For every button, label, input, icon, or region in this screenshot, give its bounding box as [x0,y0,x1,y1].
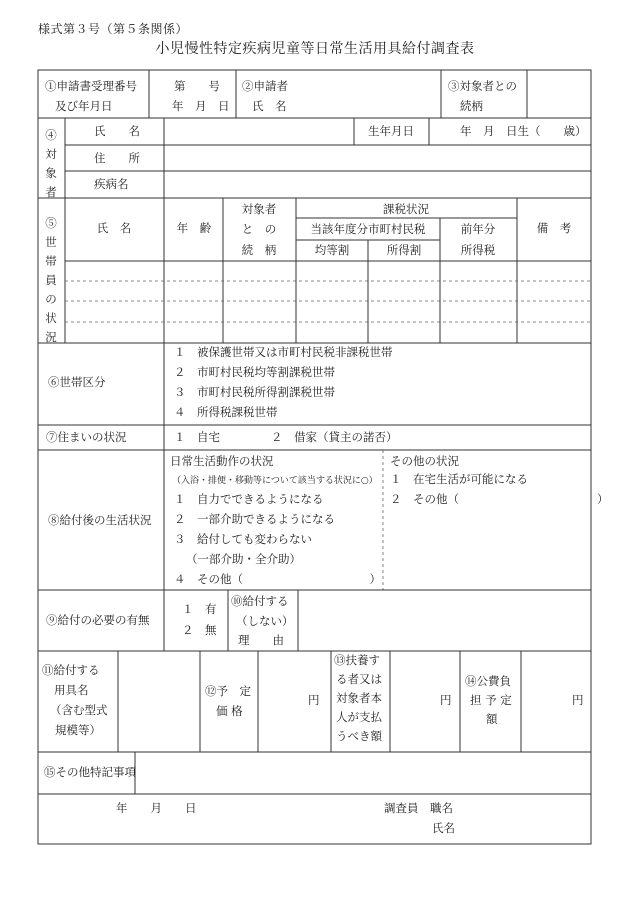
support-label-5: うべき額 [336,729,382,743]
category-option-2: ２ 市町村民税均等割課税世帯 [174,365,335,379]
applicant-name-label: 氏 名 [252,99,287,113]
subject-name-label: 氏 名 [94,124,140,138]
reason-label-3: 理 由 [238,633,284,647]
col-relation-1: 対象者 [241,202,277,216]
equipment-name-label-3: （含む型式 [50,703,108,717]
necessity-yes: １ 有 [182,602,217,616]
daily-title: 日常生活動作の状況 [170,454,274,468]
price-yen: 円 [308,693,320,707]
price-label-2: 価 格 [216,704,243,718]
birth-date-value: 年 月 日生（ 歳） [460,124,587,138]
relation-label: ③対象者との [448,79,517,93]
housing-option-rent: ２ 借家（貸主の諾否） [271,430,398,444]
col-tax-equal: 均等割 [314,243,350,257]
other-status-title: その他の状況 [390,454,459,468]
receipt-label: ①申請書受理番号 [45,79,137,93]
investigator-name-label: 氏名 [432,821,455,835]
household-section-label: ⑤世帯員の状況 [45,216,57,344]
applicant-label: ②申請者 [242,79,288,93]
daily-option-1: １ 自力でできるようになる [174,492,324,506]
address-label: 住 所 [94,151,140,165]
necessity-no: ２ 無 [182,623,217,637]
support-yen: 円 [440,693,452,707]
reason-label-1: ⑩給付する [231,594,289,608]
public-label-2: 担 予 定 [470,693,512,707]
price-label-1: ⑫予 定 [205,684,251,698]
page-title: 小児慢性特定疾病児童等日常生活用具給付調査表 [155,41,475,57]
col-tax-status: 課税状況 [383,202,429,216]
col-relation-3: 続 柄 [241,243,277,257]
footer-date: 年 月 日 [116,801,197,815]
after-section-label: ⑧給付後の生活状況 [48,513,152,527]
public-label-3: 額 [486,712,498,726]
form-number: 様式第３号（第５条関係） [38,22,189,36]
col-relation-2: と の [241,222,277,236]
reason-label-2: （しない） [236,614,294,628]
relation-label-2: 続柄 [460,99,483,113]
col-tax-income: 所得割 [386,243,422,257]
equipment-name-label-4: 規模等） [55,723,101,737]
daily-option-4: ４ その他（ ） [174,572,381,586]
col-tax-prev-1: 前年分 [460,222,496,236]
subject-section-label: ④対象者 [45,128,57,199]
notes-label: ⑮その他特記事項 [44,765,136,779]
public-yen: 円 [572,693,584,707]
receipt-number-field: 第 号 [174,79,220,93]
col-name: 氏 名 [96,221,132,235]
support-label-2: る者又は [336,672,382,686]
category-section-label: ⑥世帯区分 [48,375,106,389]
daily-option-3: ３ 給付しても変わらない [174,532,312,546]
disease-label: 疾病名 [94,177,129,191]
housing-section-label: ⑦住まいの状況 [46,430,127,444]
daily-option-3-detail: （一部介助・全介助） [186,552,301,566]
category-option-3: ３ 市町村民税所得割課税世帯 [174,385,335,399]
category-option-1: １ 被保護世帯又は市町村民税非課税世帯 [174,345,393,359]
equipment-name-label-1: ⑪給付する [42,663,100,677]
housing-option-own: １ 自宅 [174,430,220,444]
col-tax-prev-2: 所得税 [460,243,496,257]
birth-date-label: 生年月日 [368,124,414,138]
col-remarks: 備 考 [536,221,572,235]
other-option-1: １ 在宅生活が可能になる [390,472,528,486]
daily-option-2: ２ 一部介助できるようになる [174,512,335,526]
receipt-date-label: 及び年月日 [55,99,113,113]
support-label-4: 人が支払 [336,710,382,724]
equipment-name-label-2: 用具名 [54,683,89,697]
col-age: 年 齢 [176,221,212,235]
support-label-1: ⑬扶養す [334,653,380,667]
category-option-4: ４ 所得税課税世帯 [174,405,278,419]
investigator-title-label: 調査員 職名 [384,801,453,815]
necessity-section-label: ⑨給付の必要の有無 [46,613,150,627]
col-tax-current: 当該年度分市町村民税 [310,222,426,236]
daily-note: （入浴・排便・移動等について該当する状況に○） [172,476,378,486]
other-option-2: ２ その他（ ） [390,492,609,506]
support-label-3: 対象者本 [336,691,382,705]
receipt-date-field: 年 月 日 [172,99,230,113]
public-label-1: ⑭公費負 [465,674,511,688]
